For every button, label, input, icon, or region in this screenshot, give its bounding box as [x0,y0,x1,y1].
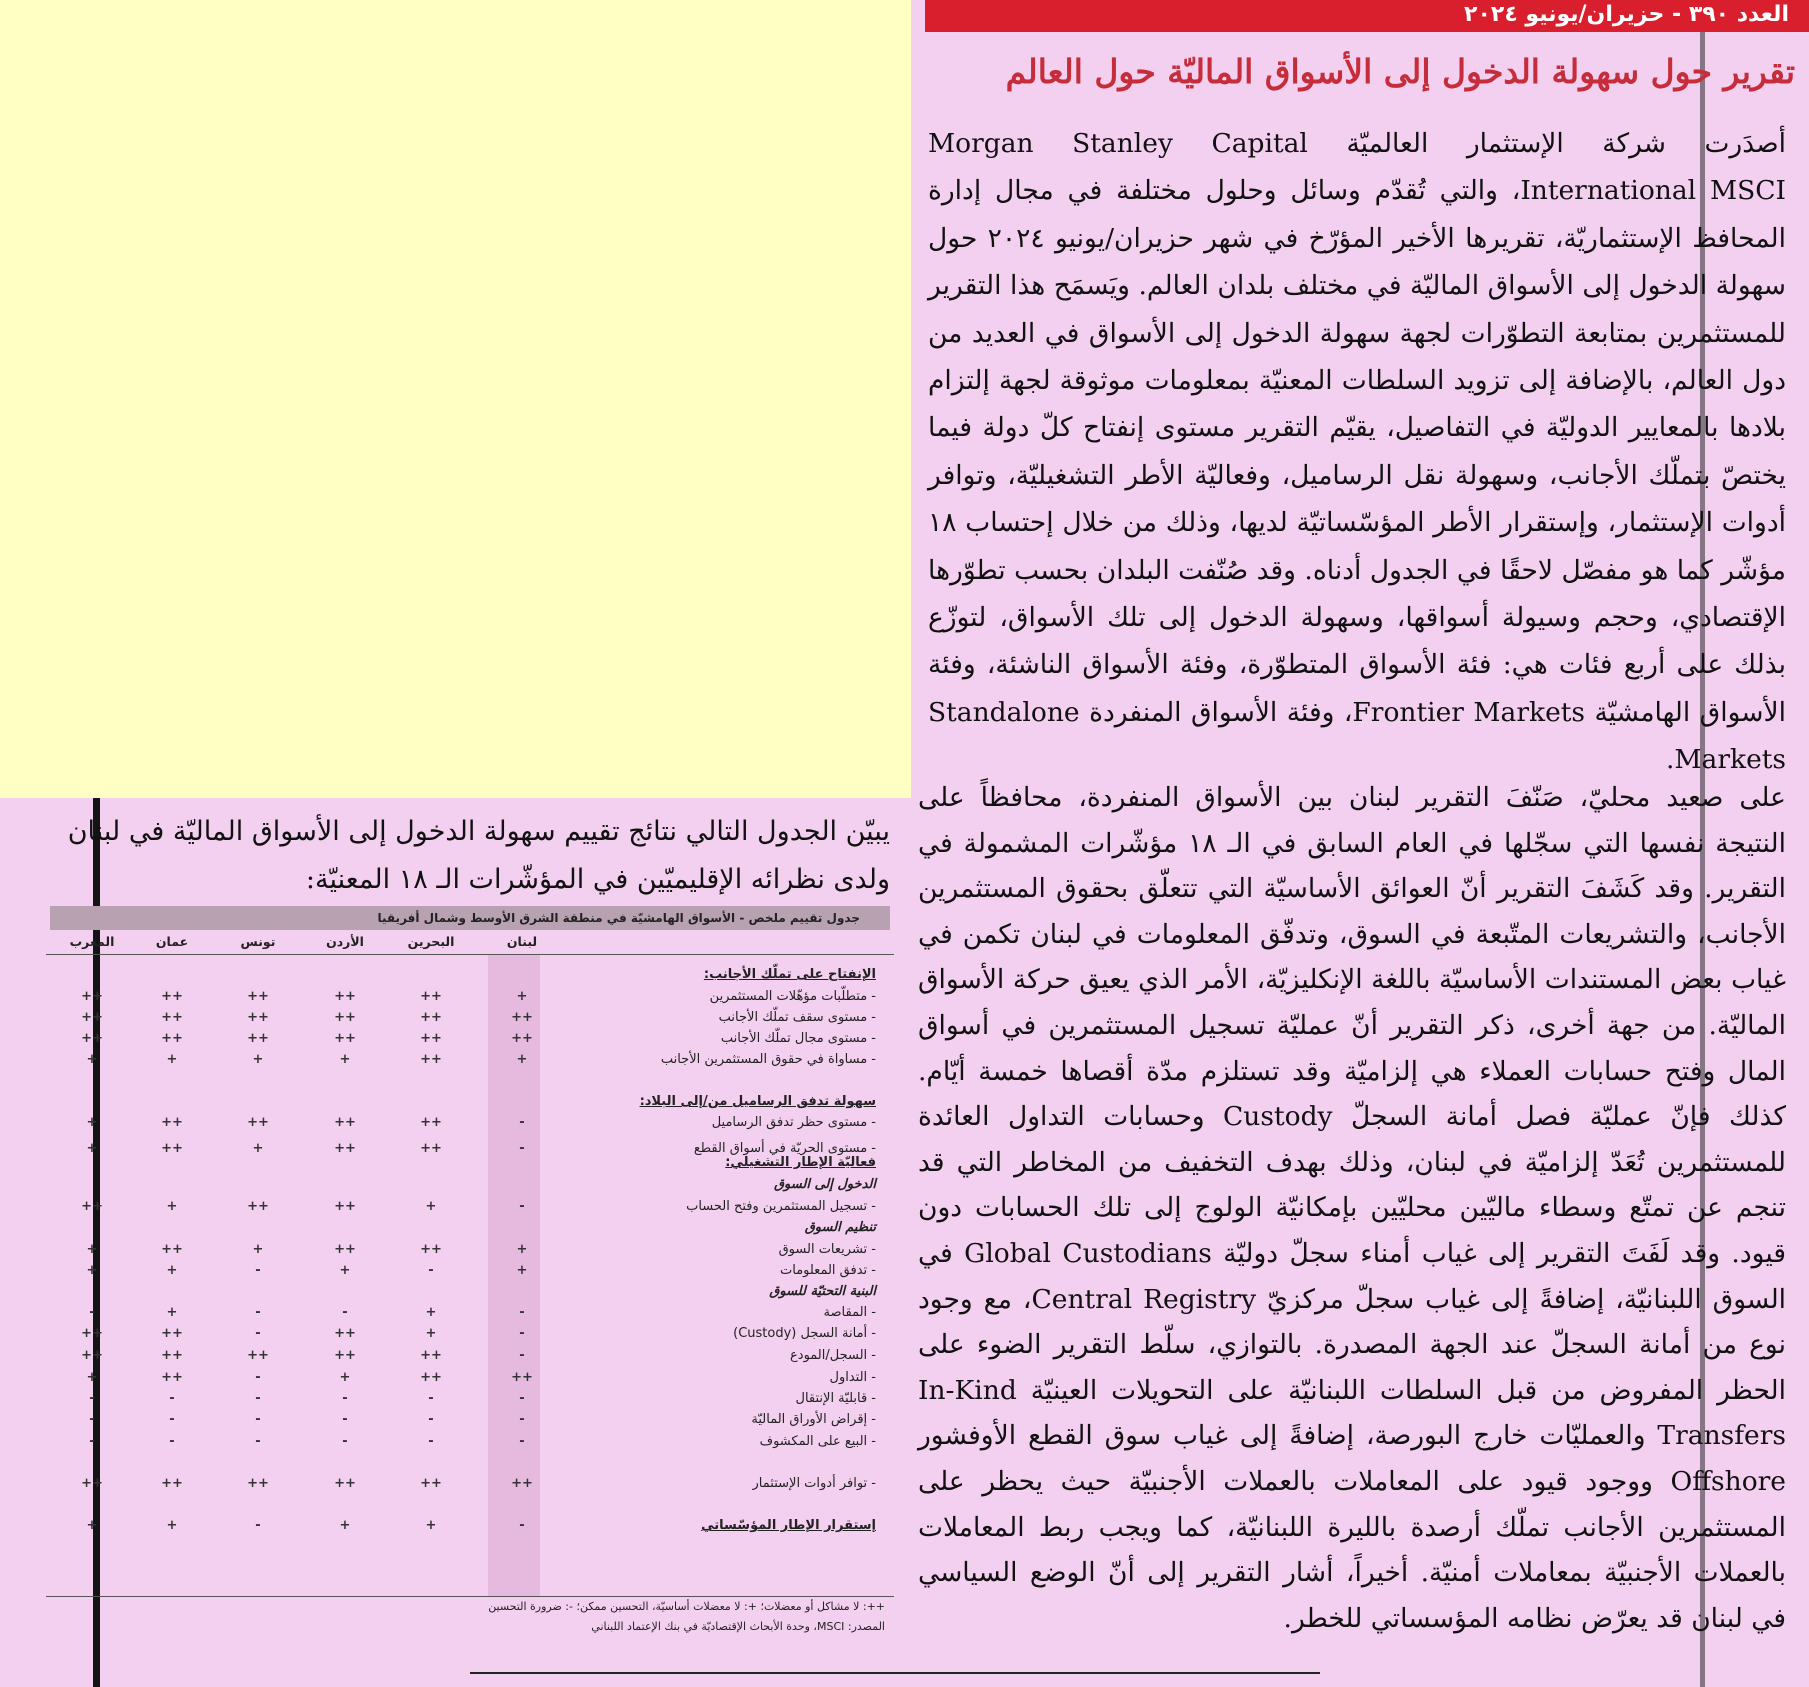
rating-cell: - [342,1305,348,1320]
rating-cell: ++ [334,1326,356,1341]
rating-cell: ++ [334,1242,356,1257]
column-header: عمان [155,934,189,949]
rating-cell: ++ [81,1010,103,1025]
rating-cell: ++ [247,1476,269,1491]
row-label: - البيع على المكشوف [759,1434,876,1449]
rating-cell: ++ [161,1010,183,1025]
rating-cell: - [342,1434,348,1449]
rating-cell: ++ [334,1031,356,1046]
table-row [40,1302,896,1324]
rating-cell: + [425,1305,437,1320]
rating-cell: + [516,1052,528,1067]
row-label: - مستوى حظر تدفق الرساميل [711,1115,876,1130]
assessment-table [40,896,896,1640]
rating-cell: ++ [420,1115,442,1130]
table-row [40,1152,896,1174]
rating-cell: - [519,1115,525,1130]
rating-cell: ++ [334,1199,356,1214]
rating-cell: + [86,1370,98,1385]
row-label: فعاليّة الإطار التشغيلي: [725,1155,876,1170]
row-label: - مستوى سقف تملّك الأجانب [718,1010,876,1025]
rating-cell: ++ [420,1476,442,1491]
article-paragraph-2: على صعيد محليّ، صَنّفَ التقرير لبنان بين الأسواق المنفردة، محافظاً على النتيجة نفسها التي سجّلها في العام السابق في الـ ١٨ مؤشّرات المشمولة في التقرير. وقد كَشَفَ التقرير أنّ العوائق الأساسيّة التي تتعلّق بحقوق المستثمرين الأجانب، والتشريعات المتّبعة في السوق، وتدفّق المعلومات في لبنان تكمن في غياب بعض المستندات الأساسيّة باللغة الإنكليزيّة، الأمر الذي يعيق حركة الأسواق الماليّة. من جهة أخرى، ذكر التقرير أنّ عمليّة تسجيل المستثمرين في أسواق المال وفتح حسابات العملاء هي إلزاميّة وقد تستلزم مدّة أقصاها خمسة أيّام. كذلك فإنّ عمليّة فصل أمانة السجلّ Custody وحسابات التداول العائدة للمستثمرين تُعَدّ إلزاميّة في لبنان، وذلك بهدف التخفيف من المخاطر التي قد تنجم عن تمتّع وسطاء ماليّين محليّين بإمكانيّة الولوج إلى تلك الحسابات دون قيود. وقد لَفَتَ التقرير إلى غياب أمناء سجلّ دوليّة Global Custodians في السوق اللبنانيّة، إضافةً إلى غياب سجلّ مركزيّ Central Registry، مع وجود نوع من أمانة السجلّ عند الجهة المصدرة. بالتوازي، سلّط التقرير الضوء على الحظر المفروض من قبل السلطات اللبنانيّة على التحويلات العينيّة In-Kind Transfers والعمليّات خارج البورصة، إضافةً إلى غياب سوق القطع الأوفشور Offshore ووجود قيود على المعاملات بالعملات الأجنبيّة حيث يحظر على المستثمرين الأجانب تملّك أرصدة بالليرة اللبنانيّة، كما ويجب ربط المعاملات بالعملات الأجنبيّة بمعاملات أمنيّة. أخيراً، أشار التقرير إلى أنّ الوضع السياسي في لبنان قد يعرّض نظامه المؤسساتي للخطر. [918,782,1787,1634]
rating-cell: ++ [81,1476,103,1491]
rating-cell: - [519,1141,525,1156]
table-row [40,1388,896,1410]
table-row [40,1028,896,1050]
rating-cell: - [428,1434,434,1449]
rating-cell: ++ [511,1370,533,1385]
row-label: - التداول [829,1370,876,1385]
rating-cell: + [86,1263,98,1278]
row-label: - تشريعات السوق [778,1242,876,1257]
rating-cell: ++ [420,1052,442,1067]
header-rule [46,954,894,955]
row-label: - قابليّة الإنتقال [795,1391,876,1406]
rating-cell: - [89,1412,95,1427]
rating-cell: + [86,1518,98,1533]
row-label: - مساواة في حقوق المستثمرين الأجانب [660,1052,876,1067]
rating-cell: ++ [334,1010,356,1025]
rating-cell: + [252,1242,264,1257]
rating-cell: ++ [334,1115,356,1130]
column-header: المغرب [69,934,115,949]
table-legend: ++: لا مشاكل أو معضلات؛ +: لا معضلات أساسيّة، التحسين ممكن؛ -: ضرورة التحسين [488,1600,885,1613]
rating-cell: - [519,1412,525,1427]
article-paragraph-1: أصدَرت شركة الإستثمار العالميّة Morgan Stanley Capital International MSCI، والتي تُقدّم وسائل وحلول مختلفة في مجال إدارة المحافظ الإستثماريّة، تقريرها الأخير المؤرّخ في شهر حزيران/يونيو ٢٠٢٤ حول سهولة الدخول إلى الأسواق الماليّة في مختلف بلدان العالم. ويَسمَح هذا التقرير للمستثمرين بمتابعة التطوّرات لجهة سهولة الدخول إلى الأسواق في العديد من دول العالم، بالإضافة إلى تزويد السلطات المعنيّة بمعلومات موثوقة لجهة إلتزام بلادها بالمعايير الدوليّة في التفاصيل، يقيّم التقرير مستوى إنفتاح كلّ دولة فيما يختصّ بتملّك الأجانب، وسهولة نقل الرساميل، وفعاليّة الأطر التشغيليّة، وتوافر أدوات الإستثمار، وإستقرار الأطر المؤسّساتيّة لديها، وذلك من خلال إحتساب ١٨ مؤشّر كما هو مفصّل لاحقًا في الجدول أدناه. وقد صُنّفت البلدان بحسب تطوّرها الإقتصادي، وحجم وسيولة أسواقها، وسهولة الدخول إلى تلك الأسواق، لتوزّع بذلك على أربع فئات هي: فئة الأسواق المتطوّرة، وفئة الأسواق الناشئة، وفئة الأسواق الهامشيّة Frontier Markets، وفئة الأسواق المنفردة Standalone Markets. [928,128,1786,776]
table-row [40,1007,896,1029]
row-label: - تسجيل المستثمرين وفتح الحساب [686,1199,876,1214]
table-row [40,1431,896,1453]
rating-cell: + [516,1242,528,1257]
rating-cell: ++ [334,1141,356,1156]
row-label: تنظيم السوق [804,1220,876,1235]
rating-cell: - [428,1263,434,1278]
rating-cell: + [425,1199,437,1214]
row-label: - تدفق المعلومات [780,1263,876,1278]
row-label: إستقرار الإطار المؤسّساتي [701,1518,876,1533]
article-title: تقرير حول سهولة الدخول إلى الأسواق الماليّة حول العالم [1005,52,1795,91]
rating-cell: + [252,1052,264,1067]
table-row [40,1281,896,1303]
rating-cell: + [339,1263,351,1278]
rating-cell: ++ [81,989,103,1004]
rating-cell: - [255,1305,261,1320]
table-row [40,1091,896,1113]
rating-cell: + [86,1141,98,1156]
issue-header-bar [925,0,1809,32]
table-row [40,1049,896,1071]
row-label: الإنفتاح على تملّك الأجانب: [703,967,876,982]
rating-cell: - [255,1263,261,1278]
rating-cell: ++ [81,1326,103,1341]
rating-cell: ++ [420,1242,442,1257]
rating-cell: ++ [511,1010,533,1025]
row-label: - المقاصة [823,1305,876,1320]
table-intro: يبيّن الجدول التالي نتائج تقييم سهولة الدخول إلى الأسواق الماليّة في لبنان ولدى نظرائه الإقليميّين في المؤشّرات الـ ١٨ المعنيّة: [67,816,890,895]
rating-cell: ++ [161,989,183,1004]
rating-cell: ++ [247,1010,269,1025]
rating-cell: - [169,1412,175,1427]
rating-cell: - [255,1434,261,1449]
rating-cell: ++ [161,1348,183,1363]
rating-cell: ++ [247,1115,269,1130]
table-source: المصدر: MSCI، وحدة الأبحاث الإقتصاديّة في بنك الإعتماد اللبناني [591,1620,885,1633]
column-header: تونس [240,934,276,949]
rating-cell: ++ [511,1476,533,1491]
rating-cell: - [255,1370,261,1385]
table-row [40,1239,896,1261]
table-row [40,1515,896,1537]
rating-cell: - [519,1348,525,1363]
table-row [40,1196,896,1218]
rating-cell: ++ [161,1370,183,1385]
rating-cell: + [86,1242,98,1257]
table-row [40,986,896,1008]
rating-cell: + [252,1141,264,1156]
rating-cell: - [519,1199,525,1214]
table-row [40,964,896,986]
rating-cell: - [342,1391,348,1406]
rating-cell: - [89,1391,95,1406]
row-label: - أمانة السجل (Custody) [733,1326,876,1341]
row-label: - توافر أدوات الإستثمار [752,1476,876,1491]
rating-cell: + [516,1263,528,1278]
row-label: - متطلّبات مؤهّلات المستثمرين [709,989,876,1004]
rating-cell: - [519,1391,525,1406]
rating-cell: ++ [420,1370,442,1385]
rating-cell: + [166,1518,178,1533]
rating-cell: - [89,1305,95,1320]
rating-cell: - [255,1412,261,1427]
bottom-rule [470,1672,1320,1674]
table-row [40,1345,896,1367]
rating-cell: + [166,1305,178,1320]
rating-cell: + [86,1115,98,1130]
rating-cell: - [519,1305,525,1320]
table-row [40,1260,896,1282]
rating-cell: + [339,1518,351,1533]
rating-cell: + [166,1052,178,1067]
rating-cell: ++ [161,1242,183,1257]
rating-cell: ++ [420,1031,442,1046]
column-header: لبنان [506,934,538,949]
table-row [40,1174,896,1196]
rating-cell: - [519,1434,525,1449]
issue-label: العدد ٣٩٠ - حزيران/يونيو ٢٠٢٤ [1464,2,1789,27]
rating-cell: - [169,1391,175,1406]
rating-cell: - [519,1326,525,1341]
rating-cell: ++ [334,1348,356,1363]
table-row [40,1112,896,1134]
rating-cell: ++ [420,989,442,1004]
rating-cell: ++ [81,1348,103,1363]
row-label: - مستوى مجال تملّك الأجانب [720,1031,876,1046]
rating-cell: - [89,1434,95,1449]
rating-cell: ++ [420,1141,442,1156]
rating-cell: + [339,1370,351,1385]
column-header: الأردن [326,934,364,949]
table-row [40,1367,896,1389]
rating-cell: ++ [247,1031,269,1046]
rating-cell: ++ [334,1476,356,1491]
rating-cell: + [516,989,528,1004]
rating-cell: + [339,1052,351,1067]
rating-cell: ++ [161,1476,183,1491]
row-label: البنية التحتيّة للسوق [769,1284,876,1299]
rating-cell: ++ [161,1115,183,1130]
rating-cell: - [255,1518,261,1533]
rating-cell: - [519,1518,525,1533]
row-label: سهولة تدفق الرساميل من/إلى البلاد: [639,1094,876,1109]
rating-cell: ++ [161,1326,183,1341]
table-row [40,1473,896,1495]
rating-cell: - [428,1391,434,1406]
rating-cell: - [169,1434,175,1449]
rating-cell: + [166,1263,178,1278]
table-row [40,1217,896,1239]
rating-cell: - [428,1412,434,1427]
column-header: البحرين [407,934,455,949]
rating-cell: ++ [81,1031,103,1046]
rating-cell: + [86,1052,98,1067]
rating-cell: ++ [511,1031,533,1046]
rating-cell: ++ [247,1199,269,1214]
rating-cell: + [166,1199,178,1214]
rating-cell: ++ [81,1199,103,1214]
row-label: - إقراض الأوراق الماليّة [751,1412,876,1427]
rating-cell: - [255,1391,261,1406]
table-row [40,1409,896,1431]
row-label: - السجل/المودع [790,1348,876,1363]
row-label: الدخول إلى السوق [773,1177,876,1192]
rating-cell: - [342,1412,348,1427]
rating-cell: ++ [420,1010,442,1025]
rating-cell: ++ [247,1348,269,1363]
rating-cell: - [255,1326,261,1341]
rating-cell: ++ [161,1031,183,1046]
rating-cell: ++ [247,989,269,1004]
rating-cell: ++ [334,989,356,1004]
rating-cell: ++ [420,1348,442,1363]
footer-rule [46,1596,894,1597]
rating-cell: + [425,1326,437,1341]
table-caption: جدول تقييم ملخص - الأسواق الهامشيّة في منطقة الشرق الأوسط وشمال أفريقيا [50,906,890,930]
row-label: - مستوى الحريّة في أسواق القطع [693,1141,876,1156]
table-row [40,1323,896,1345]
rating-cell: ++ [161,1141,183,1156]
rating-cell: + [425,1518,437,1533]
